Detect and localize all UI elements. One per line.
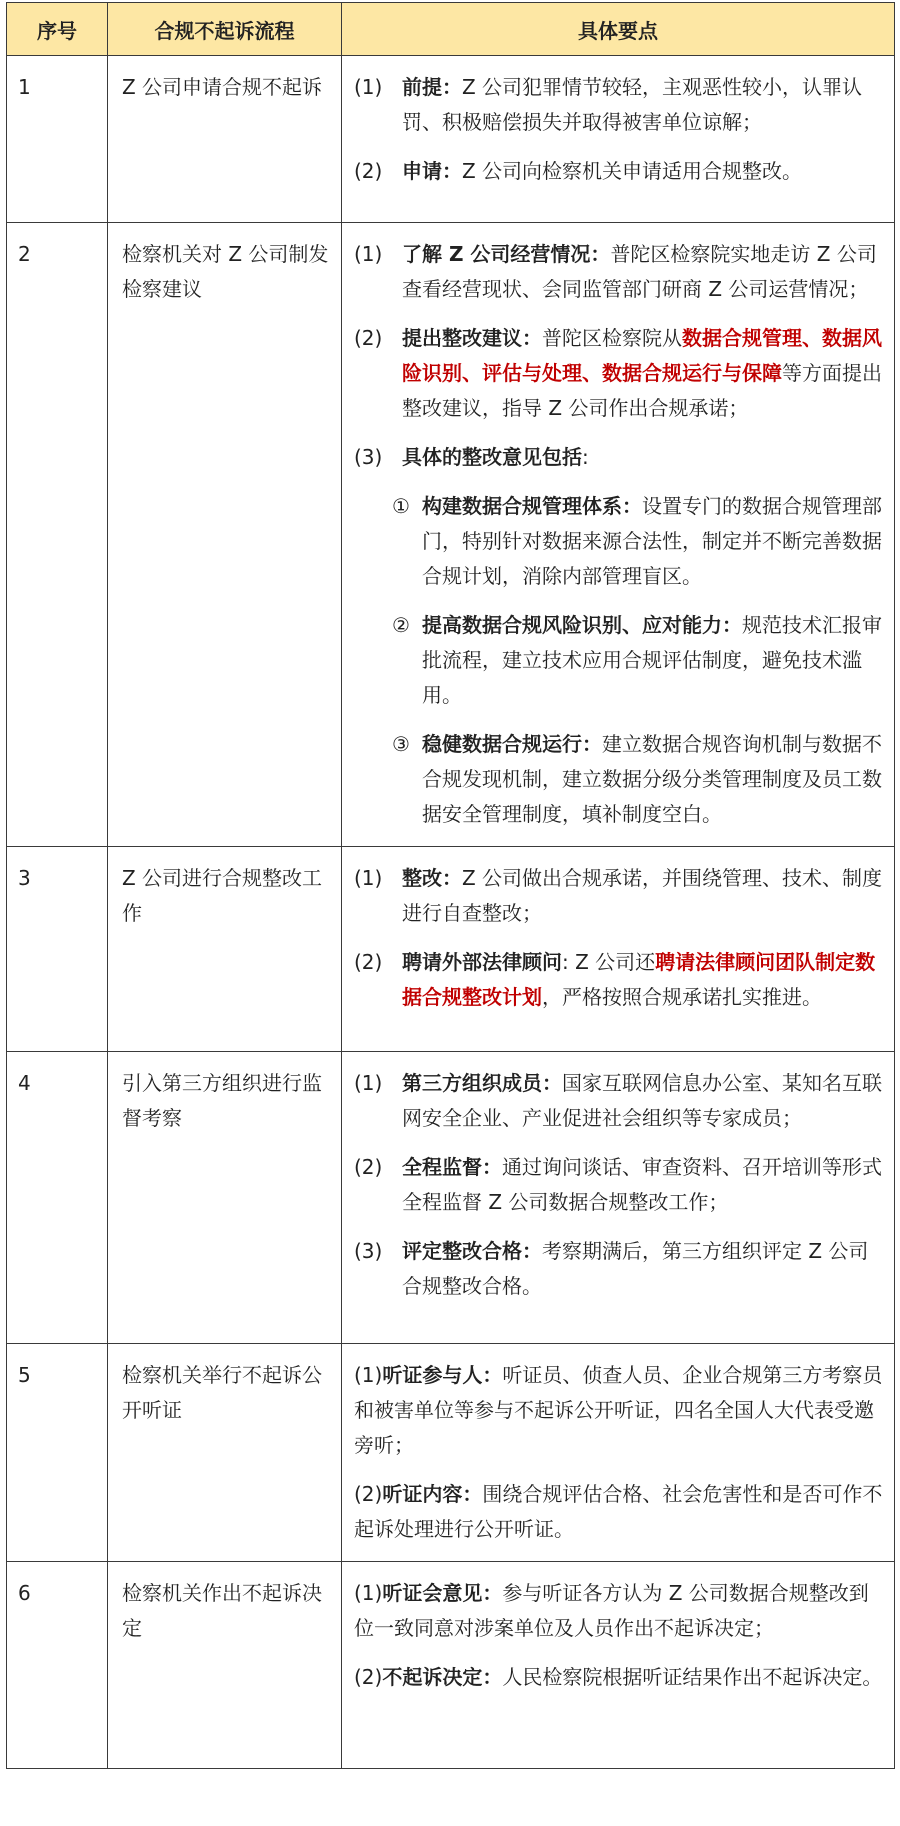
row-details	[342, 847, 895, 1052]
point-item	[354, 1358, 888, 1463]
table-row	[7, 56, 895, 223]
sub-point-text: 建立数据合规咨询机制与数据不合规发现机制，建立数据分级分类管理制度及员工数据安全管理制度，填补制度空白。	[422, 732, 882, 826]
compliance-process-table	[6, 2, 895, 1769]
row-step: 检察机关对 Z 公司制发检察建议	[108, 223, 342, 847]
point-number: (1)	[354, 75, 383, 99]
point-title: 听证内容：	[382, 1482, 483, 1506]
point-text: 围绕合规评估合格、社会危害性和是否可作不起诉处理进行公开听证。	[354, 1482, 883, 1541]
row-step: 引入第三方组织进行监督考察	[108, 1052, 342, 1344]
sub-point-item	[392, 489, 888, 594]
highlighted-text: 数据合规管理、数据风险识别、评估与处理、数据合规运行与保障	[402, 326, 882, 385]
point-number: (2)	[354, 326, 383, 350]
sub-point-number: ①	[392, 494, 410, 518]
table-row	[7, 1052, 895, 1344]
row-details	[342, 56, 895, 223]
point-number: (2)	[354, 159, 383, 183]
point-item	[354, 1150, 888, 1220]
point-text: Z 公司做出合规承诺，并围绕管理、技术、制度进行自查整改；	[402, 866, 883, 925]
highlighted-text: 聘请法律顾问团队制定数据合规整改计划	[402, 950, 876, 1009]
row-step: Z 公司进行合规整改工作	[108, 847, 342, 1052]
point-title: 申请：	[402, 159, 462, 183]
point-title: 不起诉决定：	[382, 1665, 503, 1689]
sub-point-text: 规范技术汇报审批流程，建立技术应用合规评估制度，避免技术滥用。	[422, 613, 882, 707]
point-title: 了解 Z 公司经营情况：	[402, 242, 611, 266]
point-text: 通过询问谈话、审查资料、召开培训等形式全程监督 Z 公司数据合规整改工作；	[402, 1155, 882, 1214]
sub-point-title: 提高数据合规风险识别、应对能力：	[422, 613, 742, 637]
sub-point-number: ②	[392, 613, 410, 637]
point-item	[354, 1660, 888, 1695]
row-number: 2	[7, 223, 108, 847]
point-text: 普陀区检察院从	[542, 326, 682, 350]
table-row	[7, 847, 895, 1052]
row-step: 检察机关作出不起诉决定	[108, 1562, 342, 1769]
point-number: (2)	[354, 1665, 383, 1689]
row-number: 4	[7, 1052, 108, 1344]
point-title: 评定整改合格：	[402, 1239, 542, 1263]
sub-point-text: 设置专门的数据合规管理部门，特别针对数据来源合法性，制定并不断完善数据合规计划，消除内部管理盲区。	[422, 494, 882, 588]
point-item	[354, 440, 888, 475]
header-process: 合规不起诉流程	[108, 3, 342, 56]
point-text: 普陀区检察院实地走访 Z 公司查看经营现状、会同监管部门研商 Z 公司运营情况；	[402, 242, 877, 301]
sub-point-title: 构建数据合规管理体系：	[422, 494, 642, 518]
row-number: 6	[7, 1562, 108, 1769]
row-details	[342, 1344, 895, 1562]
point-title: 具体的整改意见包括	[402, 445, 582, 469]
point-number: (2)	[354, 950, 383, 974]
point-item	[354, 70, 888, 140]
point-item	[354, 1066, 888, 1136]
point-text: Z 公司犯罪情节较轻，主观恶性较小，认罪认罚、积极赔偿损失并取得被害单位谅解；	[402, 75, 863, 134]
point-text: ，严格按照合规承诺扎实推进。	[542, 985, 822, 1009]
table-row	[7, 223, 895, 847]
sub-point-number: ③	[392, 732, 410, 756]
point-text: 人民检察院根据听证结果作出不起诉决定。	[502, 1665, 883, 1689]
table-row	[7, 1344, 895, 1562]
point-text: 参与听证各方认为 Z 公司数据合规整改到位一致同意对涉案单位及人员作出不起诉决定；	[354, 1581, 869, 1640]
point-number: (1)	[354, 866, 383, 890]
table-row	[7, 1562, 895, 1769]
table-header-row	[7, 3, 895, 56]
point-title: 提出整改建议：	[402, 326, 542, 350]
row-step: 检察机关举行不起诉公开听证	[108, 1344, 342, 1562]
row-details	[342, 1052, 895, 1344]
point-text: 听证员、侦查人员、企业合规第三方考察员和被害单位等参与不起诉公开听证，四名全国人大代表受邀旁听；	[354, 1363, 883, 1457]
point-title: 前提：	[402, 75, 462, 99]
point-item	[354, 945, 888, 1015]
point-item	[354, 861, 888, 931]
point-number: (1)	[354, 242, 383, 266]
point-text: : Z 公司还	[562, 950, 656, 974]
header-number: 序号	[7, 3, 108, 56]
point-number: (1)	[354, 1363, 383, 1387]
row-number: 3	[7, 847, 108, 1052]
point-number: (1)	[354, 1581, 383, 1605]
row-step: Z 公司申请合规不起诉	[108, 56, 342, 223]
point-number: (3)	[354, 445, 383, 469]
point-title: 整改：	[402, 866, 462, 890]
point-text: 考察期满后，第三方组织评定 Z 公司合规整改合格。	[402, 1239, 869, 1298]
point-colon: :	[582, 445, 589, 469]
row-details	[342, 223, 895, 847]
sub-point-item	[392, 727, 888, 832]
point-item	[354, 1234, 888, 1304]
point-item	[354, 321, 888, 426]
point-text: 国家互联网信息办公室、某知名互联网安全企业、产业促进社会组织等专家成员；	[402, 1071, 882, 1130]
point-title: 第三方组织成员：	[402, 1071, 562, 1095]
point-number: (2)	[354, 1155, 383, 1179]
point-text: 等方面提出整改建议，指导 Z 公司作出合规承诺；	[402, 361, 882, 420]
point-title: 聘请外部法律顾问	[402, 950, 562, 974]
point-item	[354, 237, 888, 307]
point-title: 听证参与人：	[382, 1363, 503, 1387]
point-title: 听证会意见：	[382, 1581, 503, 1605]
point-number: (2)	[354, 1482, 383, 1506]
point-text: Z 公司向检察机关申请适用合规整改。	[462, 159, 803, 183]
point-number: (3)	[354, 1239, 383, 1263]
point-item	[354, 1477, 888, 1547]
sub-point-item	[392, 608, 888, 713]
point-item	[354, 1576, 888, 1646]
point-title: 全程监督：	[402, 1155, 502, 1179]
row-number: 1	[7, 56, 108, 223]
point-number: (1)	[354, 1071, 383, 1095]
row-details	[342, 1562, 895, 1769]
sub-point-title: 稳健数据合规运行：	[422, 732, 602, 756]
row-number: 5	[7, 1344, 108, 1562]
point-item	[354, 154, 888, 189]
header-details: 具体要点	[342, 3, 895, 56]
